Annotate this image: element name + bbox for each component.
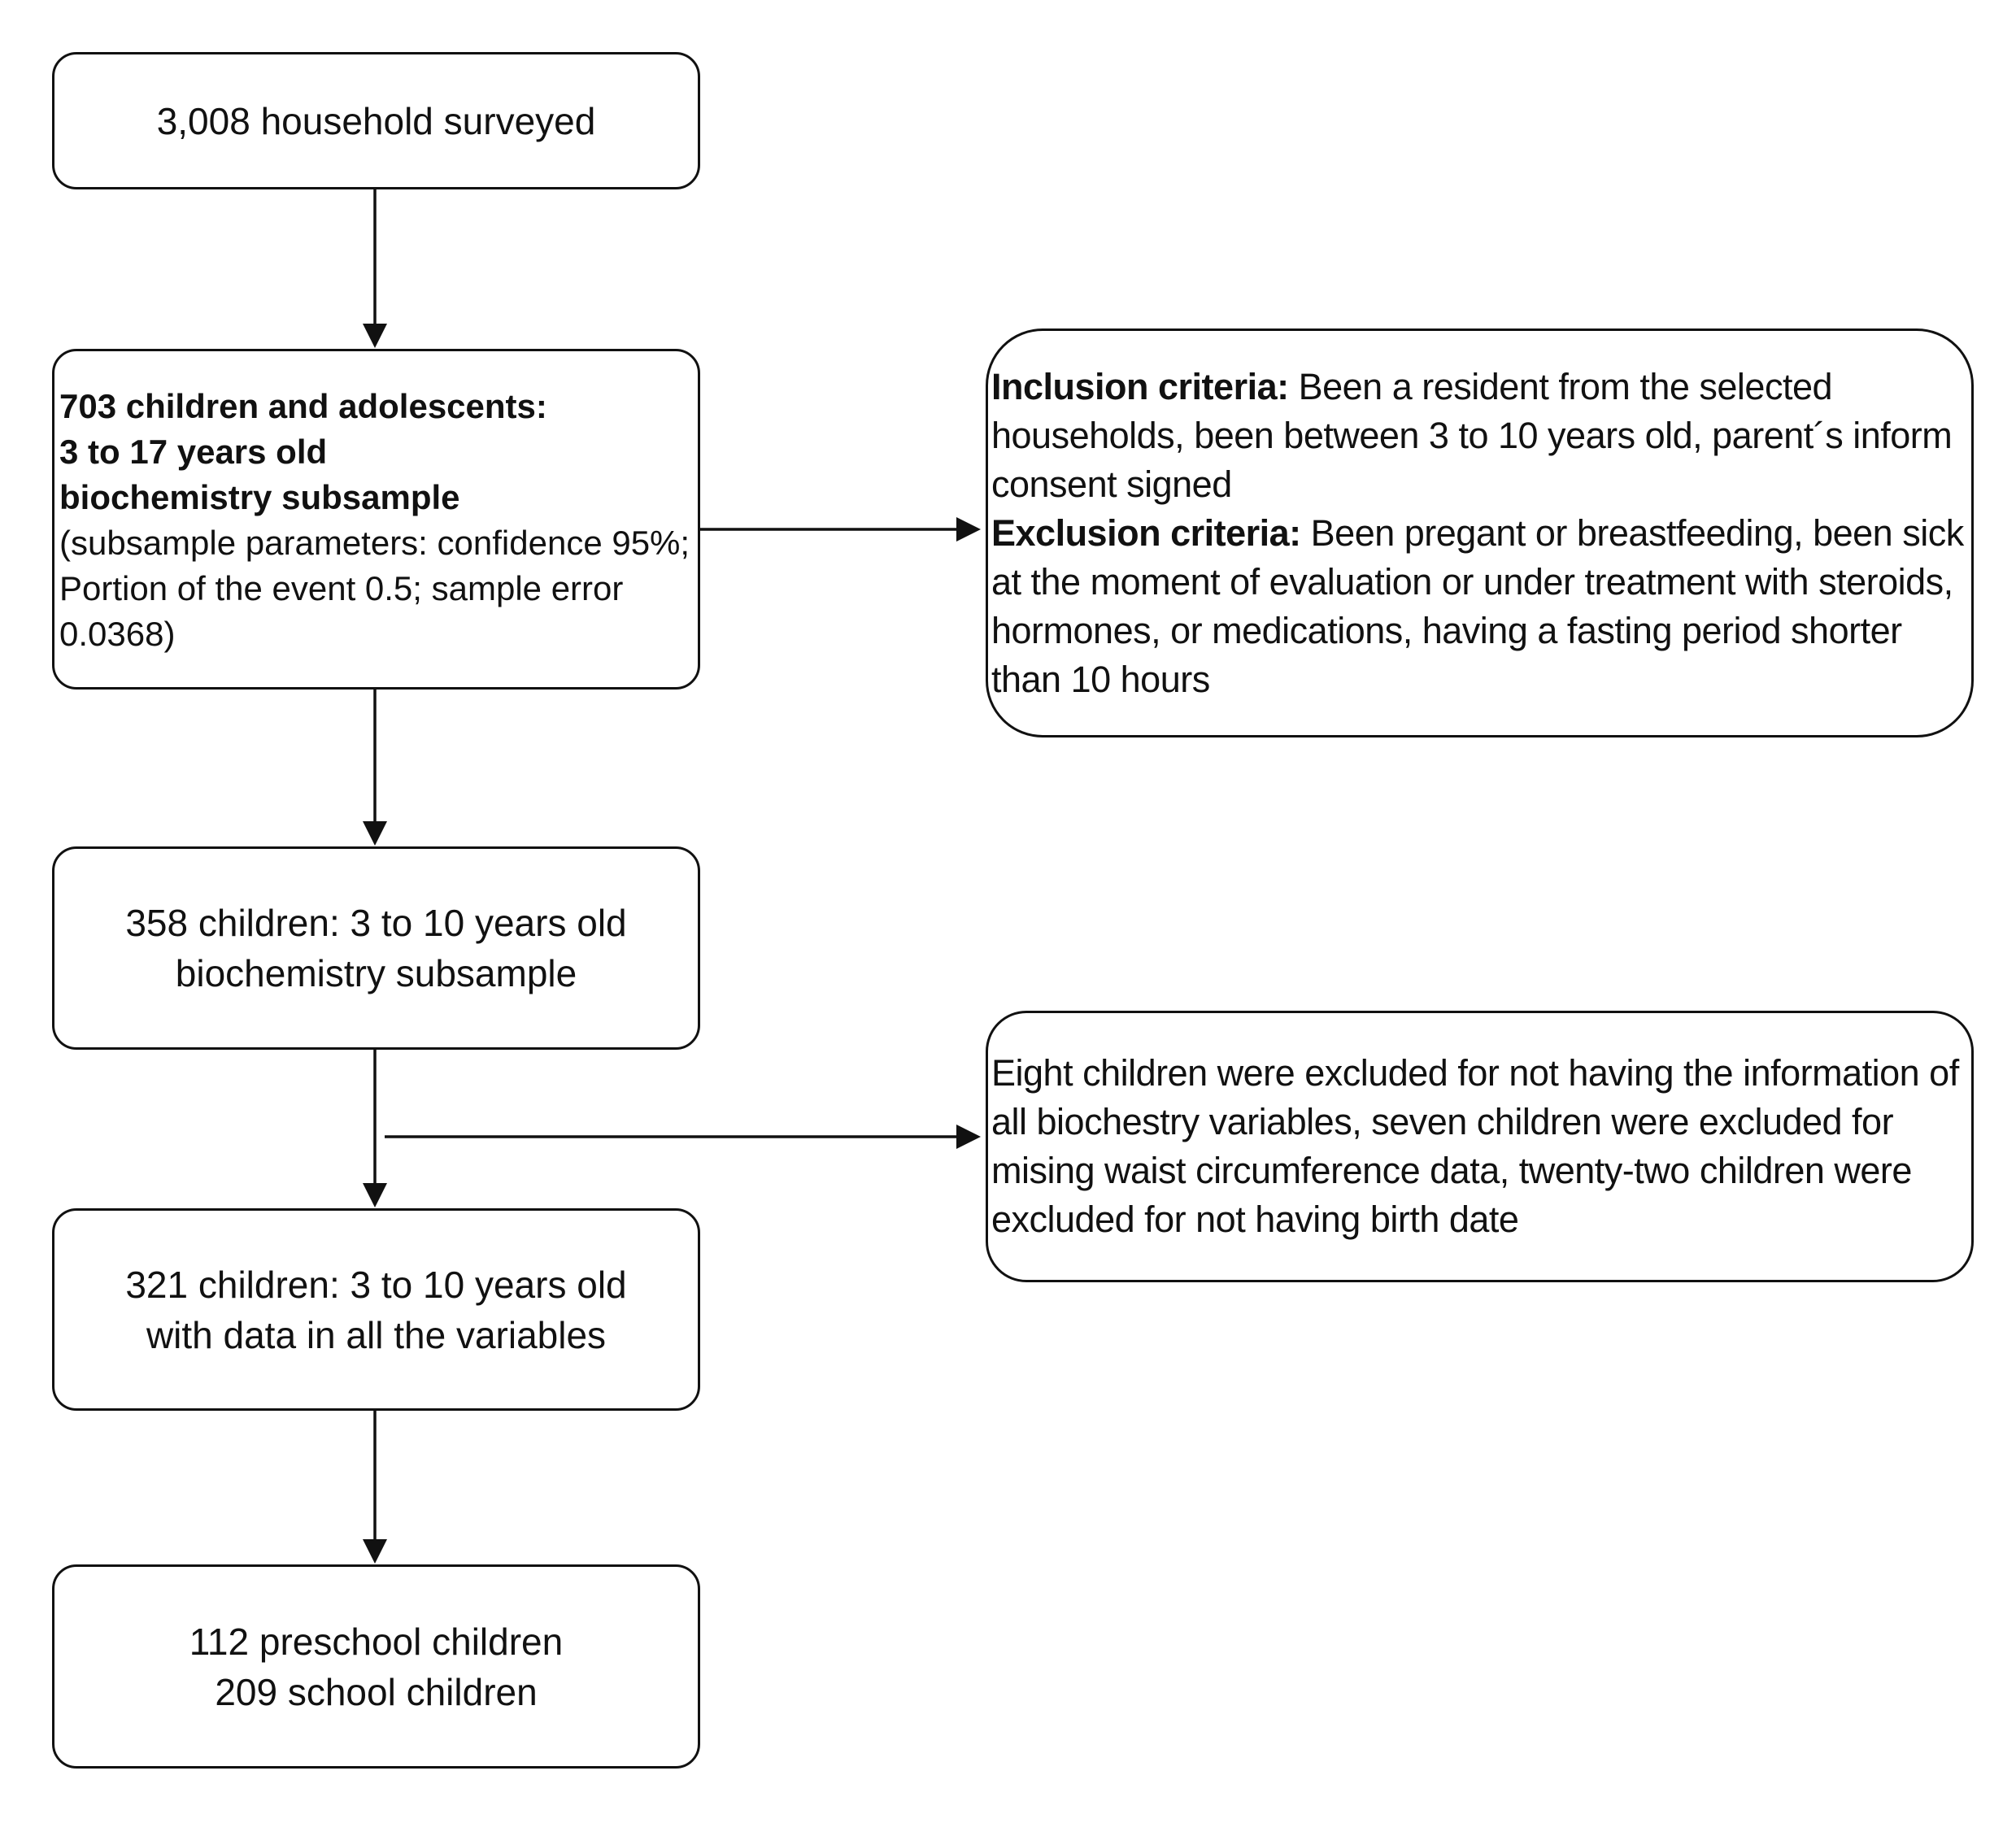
children-321-box: [52, 1208, 700, 1411]
inclusion-label: Inclusion criteria:: [991, 365, 1289, 407]
households-surveyed-box: [52, 52, 700, 189]
subsample-age: 3 to 17 years old: [59, 433, 328, 471]
subsample-type: biochemistry subsample: [59, 478, 460, 516]
criteria-box: [986, 328, 1974, 737]
exclusions-text: Eight children were excluded for not having the information of all biochestry variables, seven children were excluded for mising waist circumference data, twenty-two children were excluded for not having birth date: [991, 1052, 1959, 1240]
children-358-line2: biochemistry subsample: [175, 952, 577, 994]
preschool-count: 112 preschool children: [189, 1620, 564, 1663]
exclusions-box: [986, 1011, 1974, 1282]
inclusion-criteria: [991, 363, 1968, 509]
exclusion-text: Been pregant or breastfeeding, been sick at the moment of evaluation or under treatment with steroids, hormones, or medications, having a fasting period shorter than 10 hours: [991, 511, 1964, 700]
subsample-box: [52, 349, 700, 690]
arrowhead: [956, 517, 981, 542]
subsample-title: 703 children and adolescents:: [59, 387, 547, 425]
final-sample-box: [52, 1564, 700, 1769]
children-358-line1: 358 children: 3 to 10 years old: [125, 902, 627, 944]
households-text: 3,008 household surveyed: [156, 99, 596, 142]
inclusion-text: Been a resident from the selected households, been between 3 to 10 years old, parent´s inform consent signed: [991, 365, 1953, 505]
arrowhead: [363, 1183, 387, 1207]
exclusion-criteria: [991, 509, 1968, 704]
children-321-line1: 321 children: 3 to 10 years old: [125, 1263, 627, 1306]
subsample-params: (subsample parameters: confidence 95%; Portion of the event 0.5; sample error 0.0368): [59, 524, 690, 653]
arrowhead: [363, 324, 387, 348]
arrowhead: [363, 1539, 387, 1564]
children-358-box: [52, 846, 700, 1050]
arrowhead: [363, 821, 387, 846]
exclusion-label: Exclusion criteria:: [991, 511, 1301, 554]
arrowhead: [956, 1125, 981, 1149]
children-321-line2: with data in all the variables: [146, 1313, 607, 1356]
school-count: 209 school children: [215, 1670, 538, 1713]
